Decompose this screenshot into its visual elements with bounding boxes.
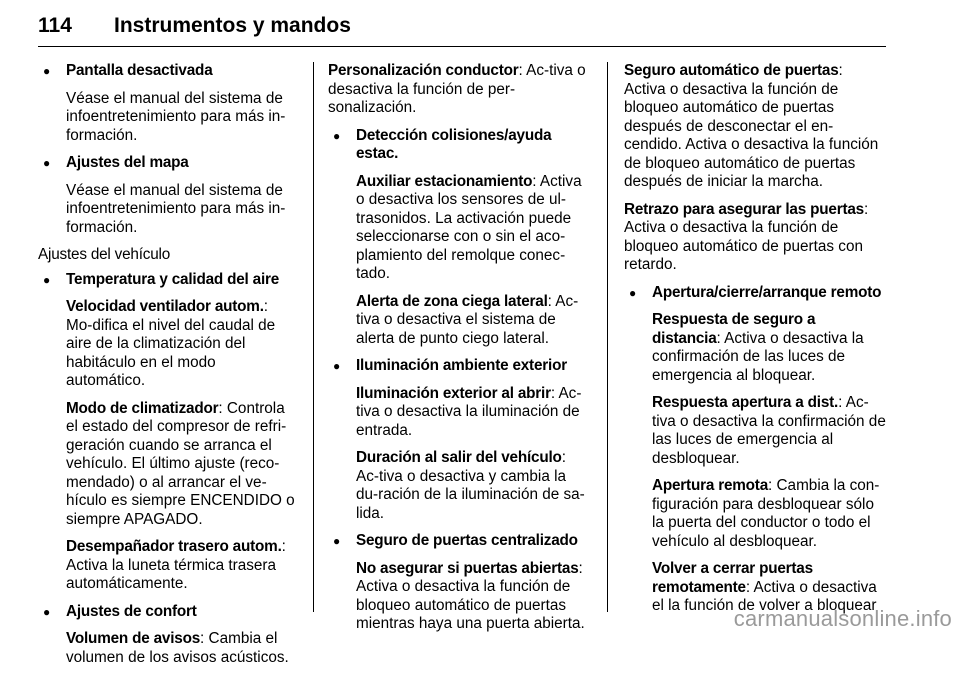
description: : Ac-tiva o desactiva y cambia la du-ración de la iluminación de sa-lida.: [356, 449, 585, 522]
term: Retrazo para asegurar las puertas: [624, 200, 864, 218]
bullet-item: [328, 357, 592, 523]
column-divider: [607, 62, 608, 612]
paragraph: [356, 293, 592, 349]
term: Auxiliar estacionamiento: [356, 172, 533, 190]
paragraph: [66, 90, 298, 146]
column-3: [624, 62, 886, 625]
term: Seguro automático de puertas: [624, 62, 839, 79]
bullet-title: ● Ajustes de confort: [66, 602, 197, 620]
bullet-item: [328, 127, 592, 349]
bullet-item: [624, 284, 886, 616]
column-1: [38, 62, 298, 676]
bullet-title: ● Temperatura y calidad del aire: [66, 270, 280, 288]
term: Respuesta de seguro a distancia: [652, 311, 816, 347]
paragraph: [652, 394, 886, 468]
term: Velocidad ventilador autom.: [66, 298, 264, 315]
term: Apertura remota: [652, 477, 769, 494]
bullet-title: ● Detección colisiones/ayuda estac.: [356, 126, 552, 162]
term: Volver a cerrar puertas remotamente: [652, 560, 813, 596]
paragraph: [356, 449, 592, 523]
term: Respuesta apertura a dist.: [652, 394, 839, 411]
term: No asegurar si puertas abiertas: [356, 559, 579, 577]
term: Desempañador trasero autom.: [66, 538, 282, 555]
description: : Cambia el volumen de los avisos acústicos.: [66, 630, 289, 666]
description: : Activa o desactiva la función de bloqueo automático de puertas con retardo.: [624, 200, 869, 273]
description: : Ac-tiva o desactiva la confirmación de las luces de emergencia al desbloquear.: [652, 394, 886, 467]
column-divider: [313, 62, 314, 612]
term: Iluminación exterior al abrir: [356, 384, 551, 402]
bullet-item: [38, 603, 298, 668]
paragraph: [652, 311, 886, 385]
term: Alerta de zona ciega lateral: [356, 292, 548, 310]
page-header: [38, 6, 886, 47]
description: : Activa o desactiva la función de bloqueo automático de puertas después de desconectar el en-cendido. Activa o desactiva la función de bloqueo automático de puertas después de iniciar la marcha.: [624, 62, 879, 190]
bullet-title: ● Apertura/cierre/arranque remoto: [652, 283, 882, 301]
paragraph: [66, 182, 298, 238]
paragraph: [356, 173, 592, 284]
bullet-title: ● Pantalla desactivada: [66, 62, 213, 79]
bullet-title: ● Seguro de puertas centralizado: [356, 532, 578, 549]
bullet-item: [328, 532, 592, 634]
description: : Activa o desactiva los sensores de ul-trasonidos. La activación puede seleccionarse con o sin el aco-plamiento del remolque conec-tado.: [356, 172, 582, 282]
bullet-title: ● Ajustes del mapa: [66, 154, 189, 171]
description: : Ac-tiva o desactiva la iluminación de entrada.: [356, 384, 582, 439]
paragraph: [652, 477, 886, 551]
description: : Ac-tiva o desactiva el sistema de alerta de punto ciego lateral.: [356, 292, 579, 347]
description: : Activa la luneta térmica trasera automáticamente.: [66, 538, 286, 592]
term: Modo de climatizador: [66, 399, 219, 417]
paragraph: [356, 385, 592, 441]
paragraph: [328, 62, 592, 118]
paragraph: [356, 560, 592, 634]
bullet-title: ● Iluminación ambiente exterior: [356, 357, 567, 374]
description: Véase el manual del sistema de infoentretenimiento para más in-formación.: [66, 181, 286, 236]
description: : Activa o desactiva la función de bloqueo automático de puertas mientras haya una puerta abierta.: [356, 559, 585, 632]
description: : Controla el estado del compresor de refri-geración cuando se arranca el vehículo. El último ajuste (reco-mendado) o al arrancar el ve-hículo es siempre ENCENDIDO o siempre APAGADO.: [66, 399, 295, 528]
paragraph: [66, 298, 298, 391]
watermark: carmanualsonline.info: [733, 606, 952, 631]
paragraph: [66, 538, 298, 594]
section-heading: Ajustes del vehículo: [38, 246, 171, 263]
paragraph: [66, 630, 298, 667]
paragraph: [624, 201, 886, 275]
term: Volumen de avisos: [66, 630, 201, 647]
description: Véase el manual del sistema de infoentretenimiento para más in-formación.: [66, 89, 286, 144]
description: : Activa o desactiva la confirmación de las luces de emergencia al bloquear.: [652, 329, 864, 384]
description: : Cambia la con-figuración para desbloquear sólo la puerta del conductor o todo el vehículo al desbloquear.: [652, 477, 880, 550]
chapter-title: Instrumentos y mandos: [114, 14, 351, 37]
bullet-item: [38, 271, 298, 594]
column-2: [328, 62, 592, 643]
term: Duración al salir del vehículo: [356, 449, 562, 466]
paragraph: [624, 62, 886, 192]
page-number: 114: [38, 14, 72, 37]
description: : Mo-difica el nivel del caudal de aire de la climatización del habitáculo en el modo automático.: [66, 298, 276, 389]
description: : Ac-tiva o desactiva la función de per-sonalización.: [328, 62, 586, 116]
description: : Activa o desactiva el la función de volver a bloquear: [652, 578, 877, 614]
term: Personalización conductor: [328, 62, 519, 79]
bullet-item: [38, 62, 298, 145]
bullet-item: [38, 154, 298, 237]
paragraph: [66, 400, 298, 530]
